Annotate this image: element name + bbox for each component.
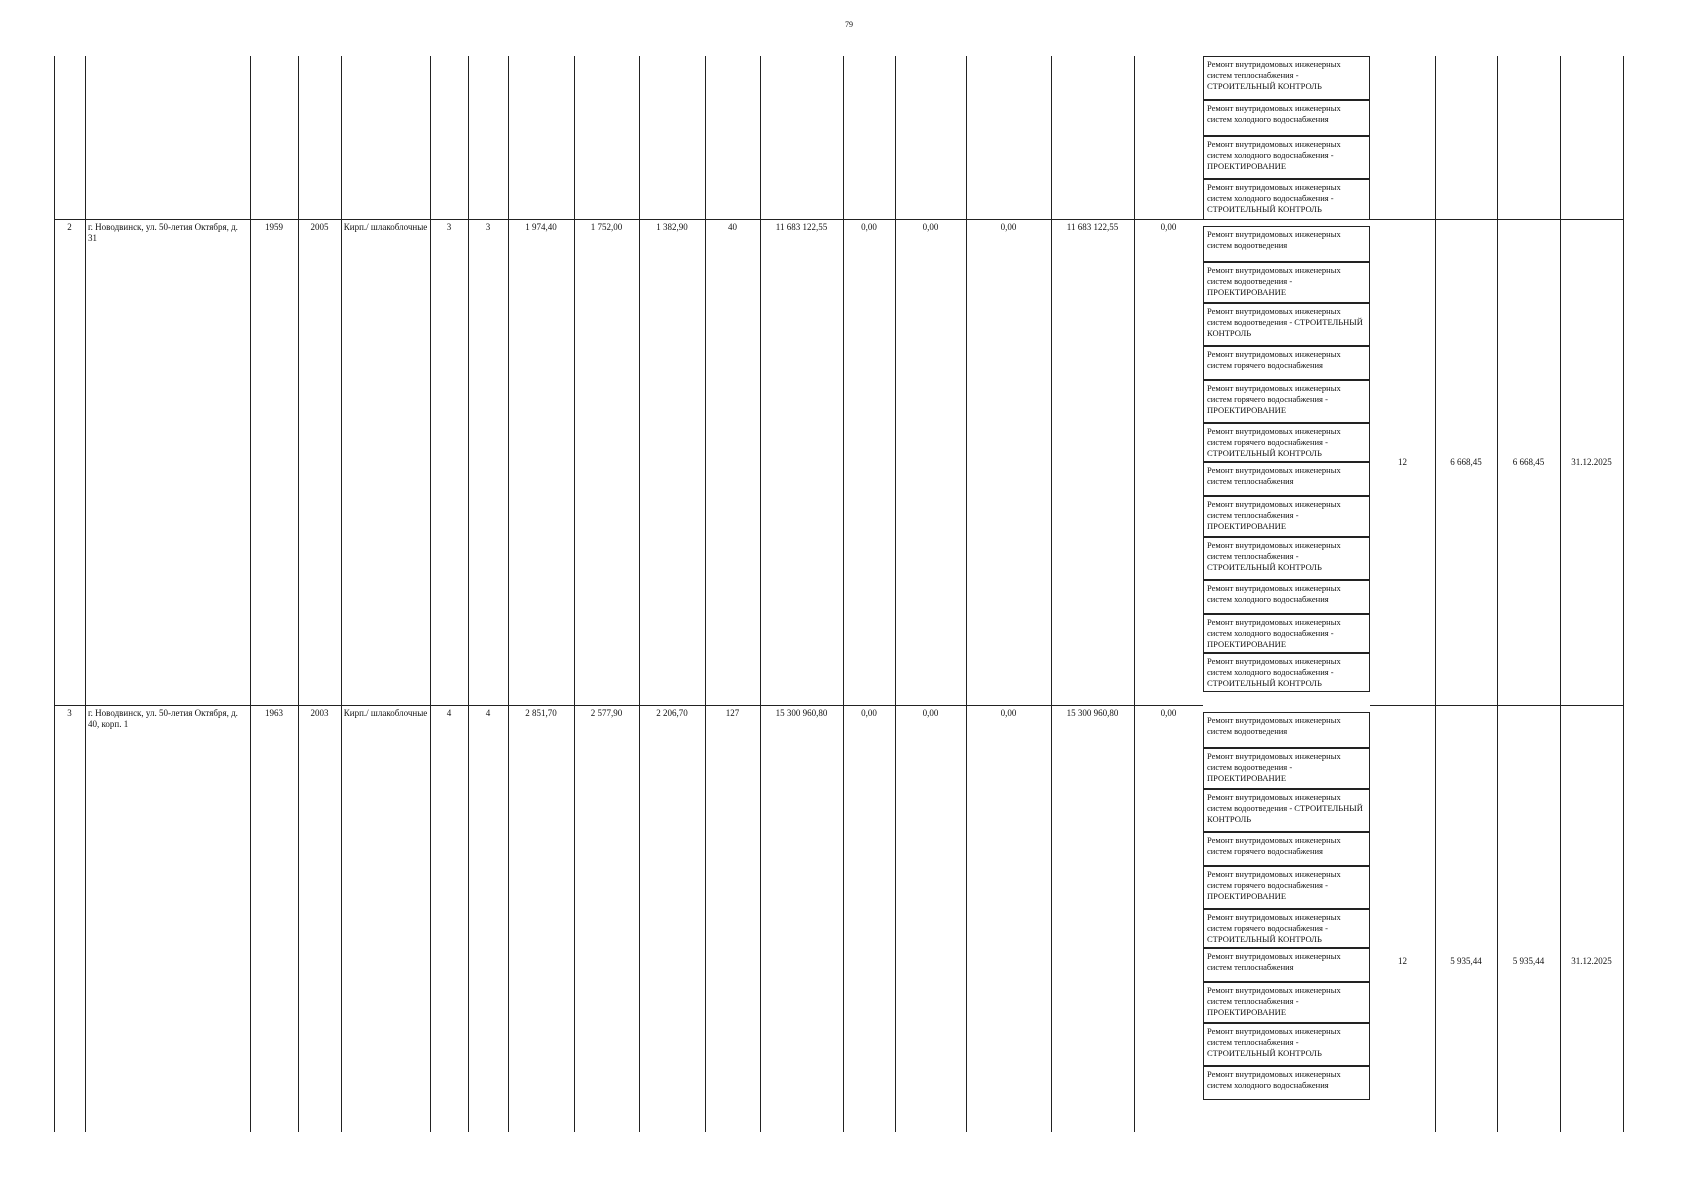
column-rule [468, 56, 469, 1132]
work-item: Ремонт внутридомовых инженерных систем теплоснабжения - СТРОИТЕЛЬНЫЙ КОНТРОЛЬ [1203, 56, 1370, 100]
column-rule [298, 56, 299, 1132]
work-item: Ремонт внутридомовых инженерных систем холодного водоснабжения - ПРОЕКТИРОВАНИЕ [1203, 614, 1370, 653]
work-item: Ремонт внутридомовых инженерных систем холодного водоснабжения - ПРОЕКТИРОВАНИЕ [1203, 136, 1370, 179]
work-item: Ремонт внутридомовых инженерных систем холодного водоснабжения [1203, 100, 1370, 136]
row-rule [54, 219, 1203, 220]
work-item: Ремонт внутридомовых инженерных систем теплоснабжения [1203, 948, 1370, 982]
address: г. Новодвинск, ул. 50-летия Октября, д. 40, корп. 1 [88, 708, 238, 729]
work-item: Ремонт внутридомовых инженерных систем теплоснабжения - ПРОЕКТИРОВАНИЕ [1203, 982, 1370, 1023]
column-rule [508, 56, 509, 1132]
area-living: 2 577,90 [590, 708, 623, 718]
work-item: Ремонт внутридомовых инженерных систем водоотведения [1203, 712, 1370, 748]
months: 12 [1398, 457, 1407, 467]
work-item: Ремонт внутридомовых инженерных систем водоотведения [1203, 226, 1370, 262]
row-number: 3 [67, 708, 72, 718]
fund-local: 0,00 [1000, 222, 1017, 232]
column-rule [1497, 56, 1498, 1132]
area-total: 1 974,40 [525, 222, 557, 232]
unit-cost: 5 935,44 [1450, 956, 1482, 966]
row-number: 2 [67, 222, 72, 232]
area-total: 2 851,70 [525, 708, 557, 718]
column-rule [341, 56, 342, 1132]
work-item: Ремонт внутридомовых инженерных систем холодного водоснабжения - СТРОИТЕЛЬНЫЙ КОНТРОЛЬ [1203, 179, 1370, 220]
work-item: Ремонт внутридомовых инженерных систем холодного водоснабжения [1203, 1066, 1370, 1100]
entrances-count: 3 [485, 222, 491, 232]
work-item: Ремонт внутридомовых инженерных систем холодного водоснабжения [1203, 580, 1370, 614]
work-item: Ремонт внутридомовых инженерных систем теплоснабжения - СТРОИТЕЛЬНЫЙ КОНТРОЛЬ [1203, 1023, 1370, 1066]
year-repair: 2005 [310, 222, 329, 232]
row-rule [54, 705, 1203, 706]
column-rule [705, 56, 706, 1132]
column-rule [1051, 56, 1052, 1132]
residents-count: 127 [725, 708, 740, 718]
area-private: 2 206,70 [656, 708, 688, 718]
work-item: Ремонт внутридомовых инженерных систем водоотведения - СТРОИТЕЛЬНЫЙ КОНТРОЛЬ [1203, 789, 1370, 832]
column-rule [1560, 56, 1561, 1132]
work-item: Ремонт внутридомовых инженерных систем горячего водоснабжения - СТРОИТЕЛЬНЫЙ КОНТРОЛЬ [1203, 423, 1370, 462]
address: г. Новодвинск, ул. 50-летия Октября, д. 31 [88, 222, 238, 243]
column-rule [250, 56, 251, 1132]
column-rule [843, 56, 844, 1132]
work-item: Ремонт внутридомовых инженерных систем горячего водоснабжения - ПРОЕКТИРОВАНИЕ [1203, 866, 1370, 909]
fund-local: 0,00 [1000, 708, 1017, 718]
year-repair: 2003 [310, 708, 329, 718]
area-private: 1 382,90 [656, 222, 688, 232]
unit-cost: 6 668,45 [1450, 457, 1482, 467]
work-item: Ремонт внутридомовых инженерных систем водоотведения - ПРОЕКТИРОВАНИЕ [1203, 748, 1370, 789]
row-rule [1370, 219, 1623, 220]
max-cost: 6 668,45 [1512, 457, 1545, 467]
column-rule [1134, 56, 1135, 1132]
column-rule [430, 56, 431, 1132]
fund-owners: 11 683 122,55 [1066, 222, 1119, 232]
cost-total: 15 300 960,80 [775, 708, 828, 718]
fund-federal: 0,00 [861, 222, 877, 232]
residents-count: 40 [728, 222, 737, 232]
column-rule [85, 56, 86, 1132]
column-rule [895, 56, 896, 1132]
work-item: Ремонт внутридомовых инженерных систем горячего водоснабжения - СТРОИТЕЛЬНЫЙ КОНТРОЛЬ [1203, 909, 1370, 948]
column-rule [639, 56, 640, 1132]
floors-count: 3 [446, 222, 452, 232]
fund-federal: 0,00 [861, 708, 877, 718]
months: 12 [1398, 956, 1407, 966]
column-rule [574, 56, 575, 1132]
year-built: 1959 [265, 222, 283, 232]
work-item: Ремонт внутридомовых инженерных систем горячего водоснабжения [1203, 832, 1370, 866]
fund-regional: 0,00 [922, 222, 939, 232]
floors-count: 4 [446, 708, 452, 718]
max-cost: 5 935,44 [1512, 956, 1545, 966]
page-number: 79 [845, 20, 853, 29]
column-rule [760, 56, 761, 1132]
column-rule [54, 56, 55, 1132]
column-rule [966, 56, 967, 1132]
wall-material: Кирп./ шлакоблочные [343, 222, 428, 232]
fund-other: 0,00 [1160, 708, 1177, 718]
work-item: Ремонт внутридомовых инженерных систем горячего водоснабжения - ПРОЕКТИРОВАНИЕ [1203, 380, 1370, 423]
column-rule [1435, 56, 1436, 1132]
fund-other: 0,00 [1160, 222, 1177, 232]
wall-material: Кирп./ шлакоблочные [343, 708, 428, 718]
deadline: 31.12.2025 [1571, 457, 1612, 467]
work-item: Ремонт внутридомовых инженерных систем горячего водоснабжения [1203, 346, 1370, 380]
fund-regional: 0,00 [922, 708, 939, 718]
work-item: Ремонт внутридомовых инженерных систем теплоснабжения - СТРОИТЕЛЬНЫЙ КОНТРОЛЬ [1203, 537, 1370, 580]
work-item: Ремонт внутридомовых инженерных систем холодного водоснабжения - СТРОИТЕЛЬНЫЙ КОНТРОЛЬ [1203, 653, 1370, 692]
cost-total: 11 683 122,55 [775, 222, 828, 232]
area-living: 1 752,00 [590, 222, 623, 232]
work-item: Ремонт внутридомовых инженерных систем водоотведения - ПРОЕКТИРОВАНИЕ [1203, 262, 1370, 303]
year-built: 1963 [265, 708, 283, 718]
row-rule [1370, 705, 1623, 706]
fund-owners: 15 300 960,80 [1066, 708, 1119, 718]
entrances-count: 4 [485, 708, 491, 718]
work-item: Ремонт внутридомовых инженерных систем водоотведения - СТРОИТЕЛЬНЫЙ КОНТРОЛЬ [1203, 303, 1370, 346]
work-item: Ремонт внутридомовых инженерных систем теплоснабжения [1203, 462, 1370, 496]
column-rule [1623, 56, 1624, 1132]
deadline: 31.12.2025 [1571, 956, 1612, 966]
work-item: Ремонт внутридомовых инженерных систем теплоснабжения - ПРОЕКТИРОВАНИЕ [1203, 496, 1370, 537]
